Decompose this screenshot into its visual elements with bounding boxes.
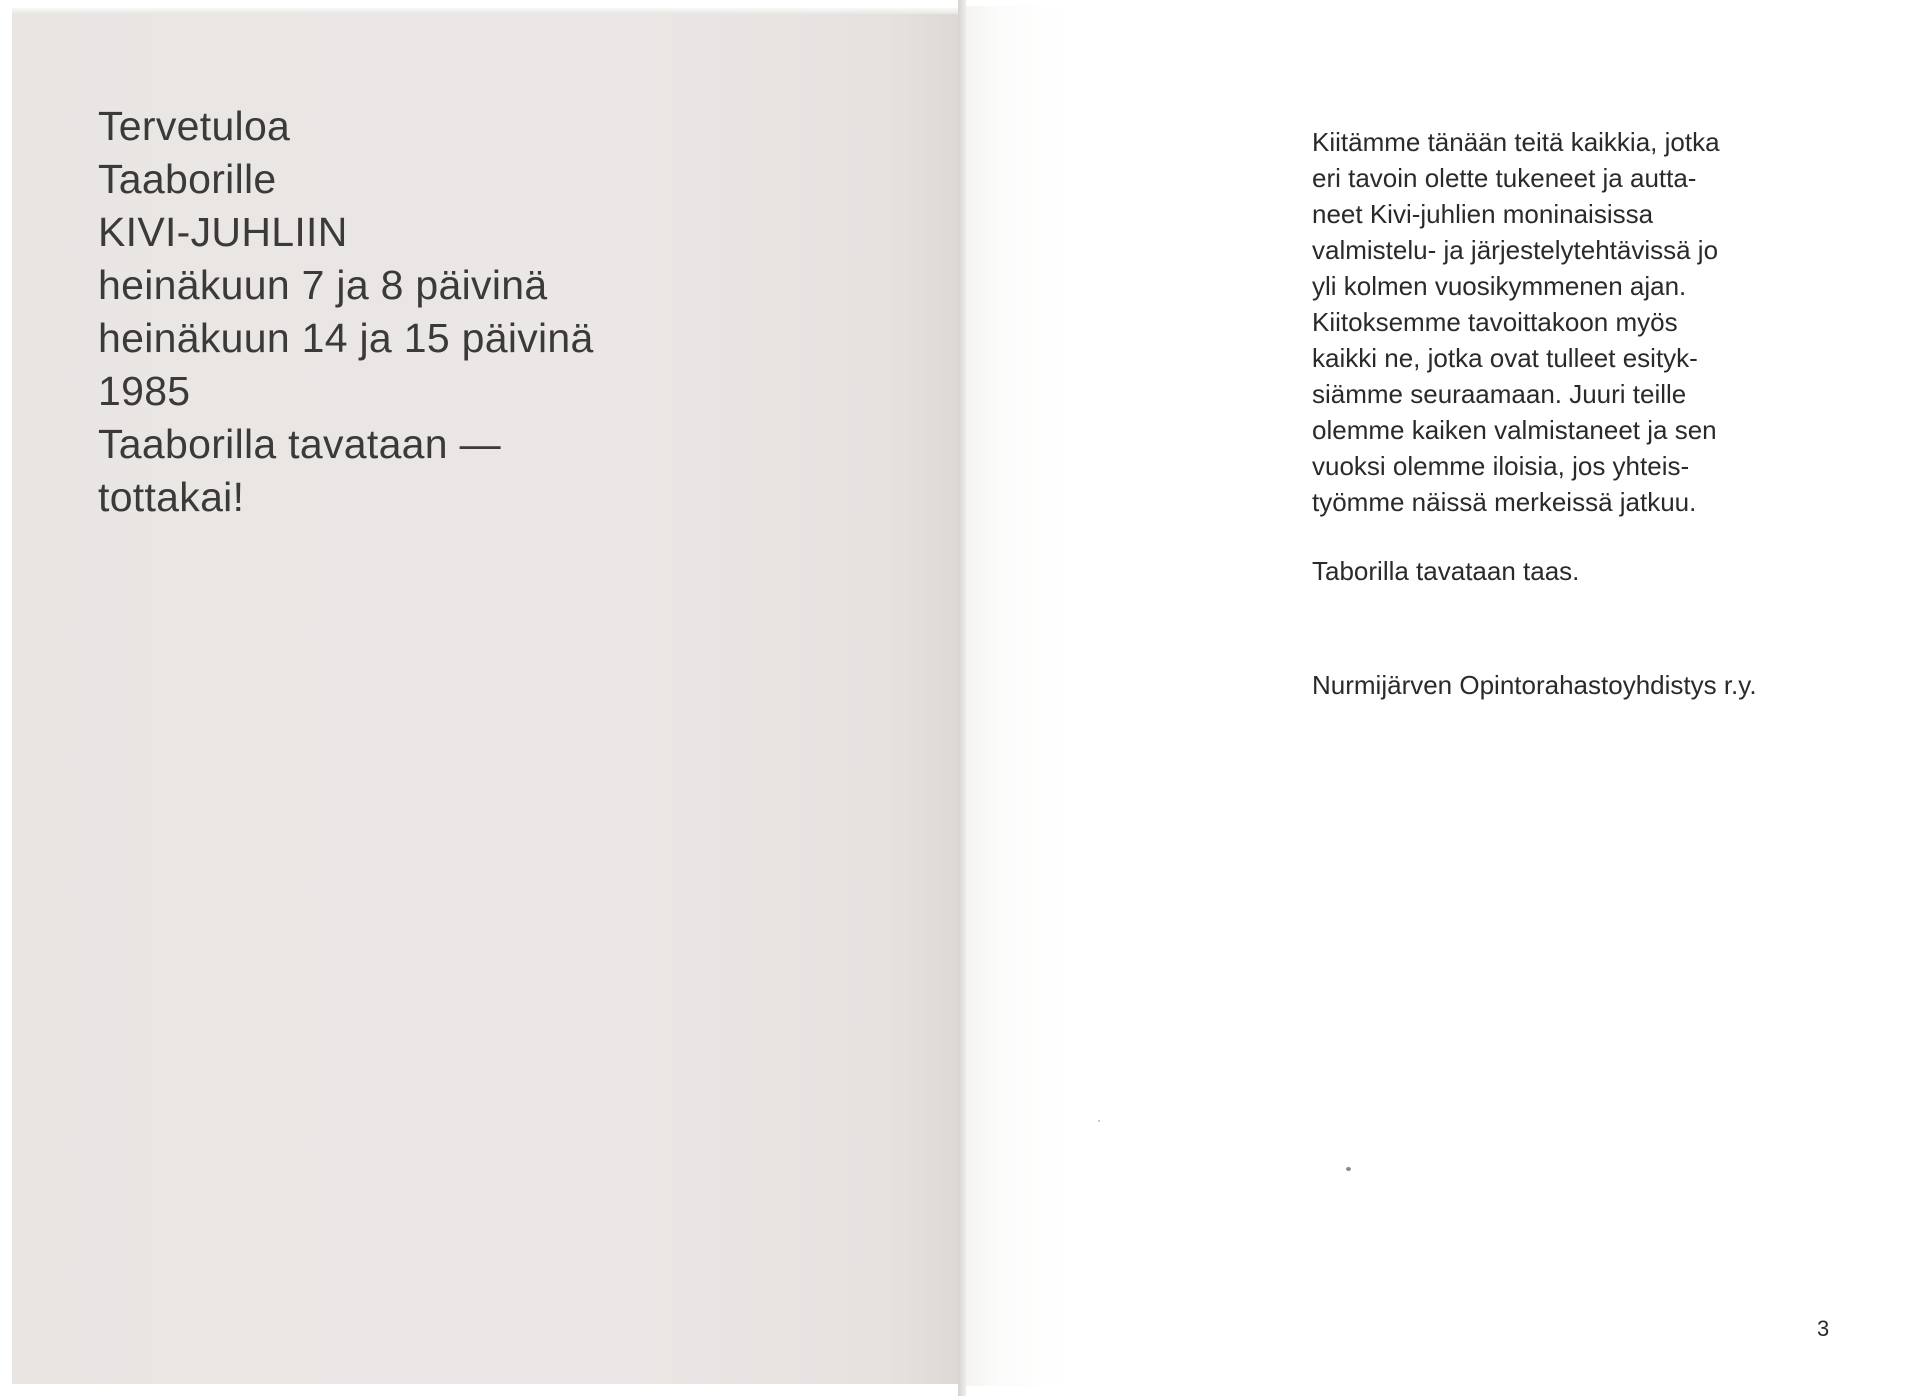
paragraph-line: Kiitämme tänään teitä kaikkia, jotka [1312,127,1720,157]
paragraph-line: olemme kaiken valmistaneet ja sen [1312,415,1717,445]
welcome-line: 1985 [98,368,191,414]
paper-speck [1346,1167,1351,1171]
welcome-line: Tervetuloa [98,103,291,149]
book-gutter [958,0,966,1396]
page-number: 3 [1817,1316,1830,1341]
paragraph-line: työmme näissä merkeissä jatkuu. [1312,487,1697,517]
paragraph-line: kaikki ne, jotka ovat tulleet esityk- [1312,343,1698,373]
thanks-text [1312,124,1872,700]
closing-line: Taborilla tavataan taas. [1312,556,1580,586]
welcome-line: KIVI-JUHLIIN [98,209,348,255]
paragraph-line: vuoksi olemme iloisia, jos yhteis- [1312,451,1690,481]
paragraph-line: eri tavoin olette tukeneet ja autta- [1312,163,1697,193]
welcome-line: heinäkuun 14 ja 15 päivinä [98,315,594,361]
paragraph-line: siämme seuraamaan. Juuri teille [1312,379,1687,409]
thanks-paragraph [1312,124,1872,520]
signature-line: Nurmijärven Opintorahastoyhdistys r.y. [1312,670,1757,700]
welcome-line: Taaborilla tavataan — [98,421,501,467]
welcome-line: Taaborille [98,156,277,202]
paragraph-line: yli kolmen vuosikymmenen ajan. [1312,271,1687,301]
welcome-line: heinäkuun 7 ja 8 päivinä [98,262,548,308]
paragraph-line: Kiitoksemme tavoittakoon myös [1312,307,1678,337]
paper-speck [1098,1120,1100,1122]
paragraph-line: neet Kivi-juhlien moninaisissa [1312,199,1654,229]
paragraph-line: valmistelu- ja järjestelytehtävissä jo [1312,235,1719,265]
welcome-text [98,100,594,524]
welcome-line: tottakai! [98,474,245,520]
